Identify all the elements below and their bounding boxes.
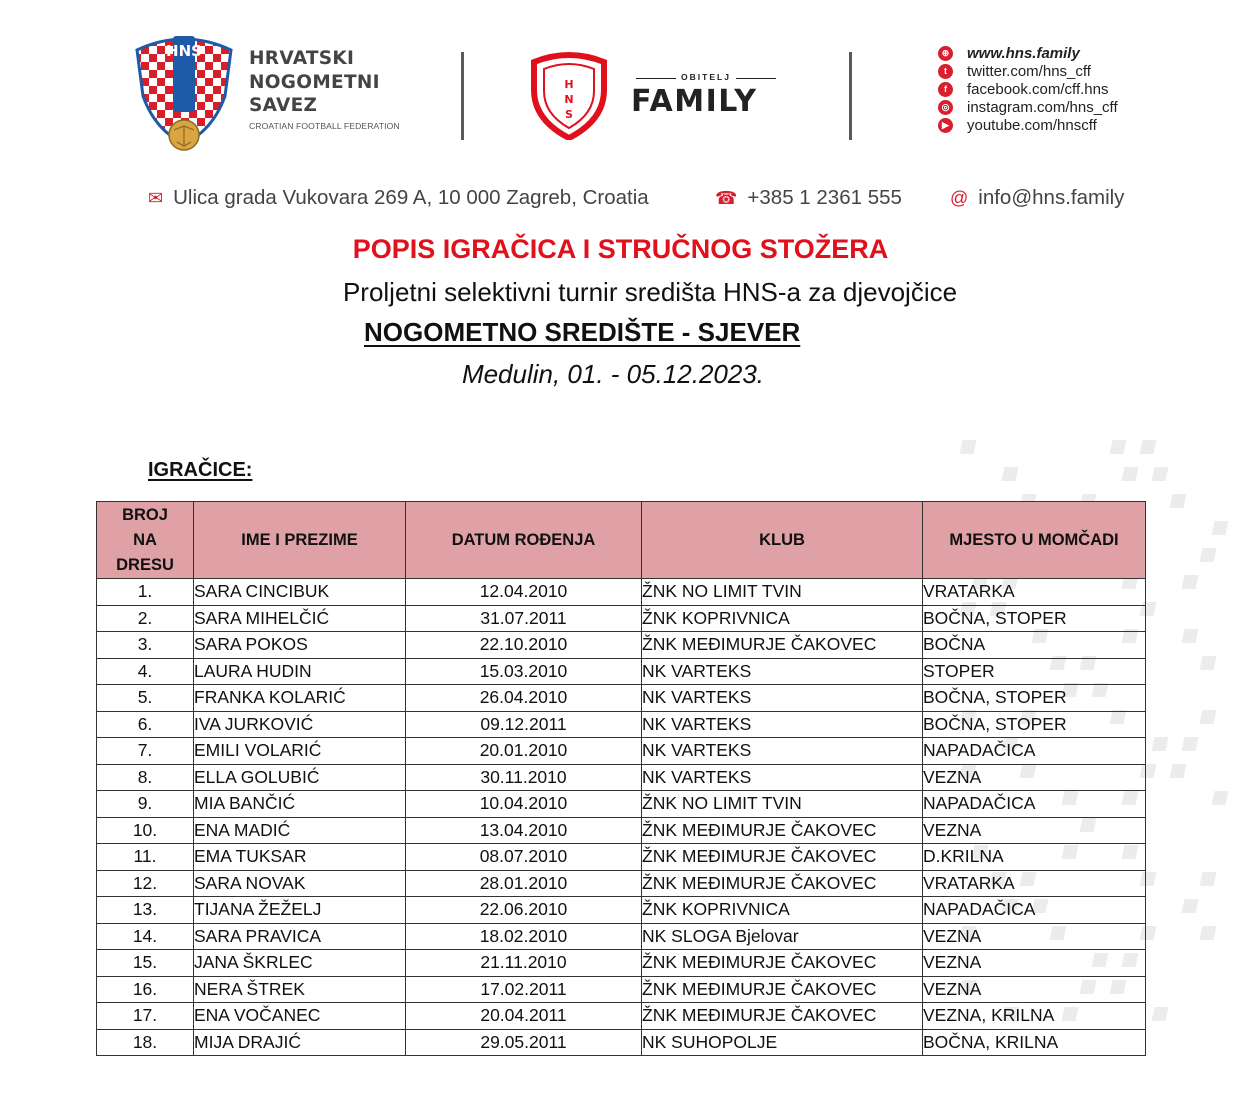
cell-club: ŽNK KOPRIVNICA — [642, 605, 923, 632]
section-label-players: IGRAČICE: — [148, 459, 253, 481]
background-square — [1200, 548, 1217, 562]
hns-crest-logo — [133, 22, 235, 156]
social-links — [938, 44, 1118, 135]
cell-player-name: JANA ŠKRLEC — [194, 950, 406, 977]
cell-position: BOČNA, KRILNA — [923, 1029, 1146, 1056]
cell-position: VEZNA, KRILNA — [923, 1003, 1146, 1030]
column-header-club: KLUB — [642, 502, 923, 579]
federation-name: HRVATSKI NOGOMETNI SAVEZ — [249, 48, 380, 116]
social-link-youtube[interactable]: ▶ youtube.com/hnscff — [938, 117, 1118, 135]
social-link-instagram[interactable]: ◎ instagram.com/hns_cff — [938, 99, 1118, 117]
column-header-dob: DATUM ROĐENJA — [406, 502, 642, 579]
background-square — [1200, 656, 1217, 670]
cell-jersey-number: 12. — [97, 870, 194, 897]
cell-jersey-number: 13. — [97, 897, 194, 924]
cell-player-name: IVA JURKOVIĆ — [194, 711, 406, 738]
cell-jersey-number: 5. — [97, 685, 194, 712]
table-row — [97, 817, 1146, 844]
family-subtitle: OBITELJ — [634, 72, 778, 82]
cell-birth-date: 12.04.2010 — [406, 579, 642, 606]
background-square — [1170, 764, 1187, 778]
cell-jersey-number: 17. — [97, 1003, 194, 1030]
table-row — [97, 1003, 1146, 1030]
cell-club: ŽNK NO LIMIT TVIN — [642, 791, 923, 818]
background-square — [1200, 872, 1217, 886]
table-row — [97, 579, 1146, 606]
cell-birth-date: 26.04.2010 — [406, 685, 642, 712]
table-row — [97, 791, 1146, 818]
table-body — [97, 579, 1146, 1056]
cell-position: NAPADAČICA — [923, 897, 1146, 924]
facebook-icon: f — [938, 82, 953, 97]
cell-player-name: NERA ŠTREK — [194, 976, 406, 1003]
cell-birth-date: 15.03.2010 — [406, 658, 642, 685]
letterhead — [0, 0, 1241, 160]
cell-birth-date: 22.06.2010 — [406, 897, 642, 924]
cell-club: ŽNK MEĐIMURJE ČAKOVEC — [642, 817, 923, 844]
background-square — [1110, 440, 1127, 454]
cell-birth-date: 31.07.2011 — [406, 605, 642, 632]
cell-club: NK SUHOPOLJE — [642, 1029, 923, 1056]
place-and-date: Medulin, 01. - 05.12.2023. — [461, 359, 765, 389]
cell-birth-date: 21.11.2010 — [406, 950, 642, 977]
background-square — [1182, 575, 1199, 589]
cell-club: ŽNK MEĐIMURJE ČAKOVEC — [642, 976, 923, 1003]
cell-birth-date: 20.01.2010 — [406, 738, 642, 765]
cell-jersey-number: 9. — [97, 791, 194, 818]
cell-position: NAPADAČICA — [923, 738, 1146, 765]
divider — [849, 52, 852, 140]
table-row — [97, 870, 1146, 897]
background-square — [1182, 629, 1199, 643]
hns-family-shield-logo — [528, 48, 610, 140]
cell-jersey-number: 14. — [97, 923, 194, 950]
cell-position: BOČNA, STOPER — [923, 605, 1146, 632]
contact-address: ✉ Ulica grada Vukovara 269 A, 10 000 Zagreb, Croatia — [148, 186, 649, 209]
table-header-row — [97, 502, 1146, 579]
cell-birth-date: 10.04.2010 — [406, 791, 642, 818]
cell-club: ŽNK MEĐIMURJE ČAKOVEC — [642, 1003, 923, 1030]
table-row — [97, 764, 1146, 791]
cell-jersey-number: 18. — [97, 1029, 194, 1056]
svg-text:HNS: HNS — [166, 42, 202, 60]
cell-birth-date: 29.05.2011 — [406, 1029, 642, 1056]
background-square — [1212, 791, 1229, 805]
cell-position: NAPADAČICA — [923, 791, 1146, 818]
cell-player-name: ENA MADIĆ — [194, 817, 406, 844]
cell-position: VRATARKA — [923, 579, 1146, 606]
svg-text:S: S — [565, 108, 573, 121]
contact-phone[interactable]: ☎ +385 1 2361 555 — [715, 186, 902, 209]
cell-player-name: EMILI VOLARIĆ — [194, 738, 406, 765]
background-square — [1140, 440, 1157, 454]
cell-birth-date: 08.07.2010 — [406, 844, 642, 871]
cell-player-name: TIJANA ŽEŽELJ — [194, 897, 406, 924]
cell-jersey-number: 16. — [97, 976, 194, 1003]
background-square — [1152, 467, 1169, 481]
cell-club: ŽNK MEĐIMURJE ČAKOVEC — [642, 844, 923, 871]
cell-position: D.KRILNA — [923, 844, 1146, 871]
cell-position: STOPER — [923, 658, 1146, 685]
cell-club: ŽNK MEĐIMURJE ČAKOVEC — [642, 870, 923, 897]
table-row — [97, 976, 1146, 1003]
cell-player-name: SARA CINCIBUK — [194, 579, 406, 606]
cell-birth-date: 30.11.2010 — [406, 764, 642, 791]
cell-position: VRATARKA — [923, 870, 1146, 897]
column-header-number: BROJ NA DRESU — [97, 502, 194, 579]
cell-jersey-number: 4. — [97, 658, 194, 685]
cell-player-name: MIJA DRAJIĆ — [194, 1029, 406, 1056]
center-name: NOGOMETNO SREDIŠTE - SJEVER — [364, 317, 801, 347]
youtube-icon: ▶ — [938, 118, 953, 133]
document-title: POPIS IGRAČICA I STRUČNOG STOŽERA — [352, 234, 889, 264]
table-row — [97, 632, 1146, 659]
players-table — [96, 501, 1146, 1056]
cell-jersey-number: 6. — [97, 711, 194, 738]
family-wordmark: FAMILY — [631, 84, 758, 119]
svg-text:H: H — [564, 78, 574, 91]
table-row — [97, 897, 1146, 924]
background-square — [1200, 926, 1217, 940]
table-row — [97, 738, 1146, 765]
cell-jersey-number: 3. — [97, 632, 194, 659]
cell-player-name: SARA POKOS — [194, 632, 406, 659]
background-square — [1182, 737, 1199, 751]
background-square — [1152, 737, 1169, 751]
table-row — [97, 605, 1146, 632]
cell-club: NK VARTEKS — [642, 764, 923, 791]
envelope-icon: ✉ — [148, 187, 164, 208]
table-row — [97, 1029, 1146, 1056]
cell-position: VEZNA — [923, 817, 1146, 844]
cell-player-name: SARA MIHELČIĆ — [194, 605, 406, 632]
cell-player-name: SARA PRAVICA — [194, 923, 406, 950]
instagram-icon: ◎ — [938, 100, 953, 115]
cell-position: BOČNA, STOPER — [923, 711, 1146, 738]
cell-birth-date: 13.04.2010 — [406, 817, 642, 844]
globe-icon: ⊕ — [938, 46, 953, 61]
background-square — [960, 440, 977, 454]
twitter-icon: t — [938, 64, 953, 79]
cell-player-name: FRANKA KOLARIĆ — [194, 685, 406, 712]
federation-subtitle: CROATIAN FOOTBALL FEDERATION — [249, 121, 400, 131]
social-link-twitter[interactable]: t twitter.com/hns_cff — [938, 62, 1118, 80]
cell-jersey-number: 11. — [97, 844, 194, 871]
background-square — [1002, 467, 1019, 481]
table-row — [97, 711, 1146, 738]
cell-player-name: LAURA HUDIN — [194, 658, 406, 685]
cell-position: BOČNA, STOPER — [923, 685, 1146, 712]
cell-club: NK VARTEKS — [642, 711, 923, 738]
cell-club: NK VARTEKS — [642, 738, 923, 765]
cell-position: VEZNA — [923, 923, 1146, 950]
phone-icon: ☎ — [715, 187, 738, 208]
social-link-facebook[interactable]: f facebook.com/cff.hns — [938, 80, 1118, 98]
cell-player-name: MIA BANČIĆ — [194, 791, 406, 818]
cell-position: VEZNA — [923, 950, 1146, 977]
cell-club: NK SLOGA Bjelovar — [642, 923, 923, 950]
cell-club: ŽNK MEĐIMURJE ČAKOVEC — [642, 632, 923, 659]
cell-jersey-number: 1. — [97, 579, 194, 606]
cell-player-name: EMA TUKSAR — [194, 844, 406, 871]
table-row — [97, 950, 1146, 977]
cell-position: VEZNA — [923, 764, 1146, 791]
background-square — [1182, 899, 1199, 913]
cell-player-name: SARA NOVAK — [194, 870, 406, 897]
social-link-web[interactable]: ⊕ www.hns.family — [938, 44, 1118, 62]
cell-birth-date: 28.01.2010 — [406, 870, 642, 897]
cell-jersey-number: 2. — [97, 605, 194, 632]
document-subtitle: Proljetni selektivni turnir središta HNS-a za djevojčice — [342, 277, 958, 307]
cell-jersey-number: 10. — [97, 817, 194, 844]
contact-email[interactable]: @ info@hns.family — [950, 186, 1125, 209]
cell-jersey-number: 7. — [97, 738, 194, 765]
background-square — [1170, 494, 1187, 508]
column-header-position: MJESTO U MOMČADI — [923, 502, 1146, 579]
cell-birth-date: 18.02.2010 — [406, 923, 642, 950]
cell-player-name: ENA VOČANEC — [194, 1003, 406, 1030]
cell-club: ŽNK MEĐIMURJE ČAKOVEC — [642, 950, 923, 977]
background-square — [1212, 521, 1229, 535]
cell-birth-date: 17.02.2011 — [406, 976, 642, 1003]
cell-birth-date: 09.12.2011 — [406, 711, 642, 738]
table-row — [97, 923, 1146, 950]
cell-jersey-number: 15. — [97, 950, 194, 977]
cell-jersey-number: 8. — [97, 764, 194, 791]
table-row — [97, 844, 1146, 871]
cell-birth-date: 20.04.2011 — [406, 1003, 642, 1030]
background-square — [1200, 710, 1217, 724]
divider — [461, 52, 464, 140]
table-row — [97, 685, 1146, 712]
cell-position: VEZNA — [923, 976, 1146, 1003]
cell-position: BOČNA — [923, 632, 1146, 659]
svg-text:N: N — [564, 93, 574, 106]
background-square — [1122, 467, 1139, 481]
cell-club: NK VARTEKS — [642, 685, 923, 712]
cell-player-name: ELLA GOLUBIĆ — [194, 764, 406, 791]
cell-club: NK VARTEKS — [642, 658, 923, 685]
cell-club: ŽNK NO LIMIT TVIN — [642, 579, 923, 606]
background-square — [1152, 1007, 1169, 1021]
table-row — [97, 658, 1146, 685]
at-icon: @ — [950, 187, 969, 208]
cell-birth-date: 22.10.2010 — [406, 632, 642, 659]
column-header-name: IME I PREZIME — [194, 502, 406, 579]
cell-club: ŽNK KOPRIVNICA — [642, 897, 923, 924]
